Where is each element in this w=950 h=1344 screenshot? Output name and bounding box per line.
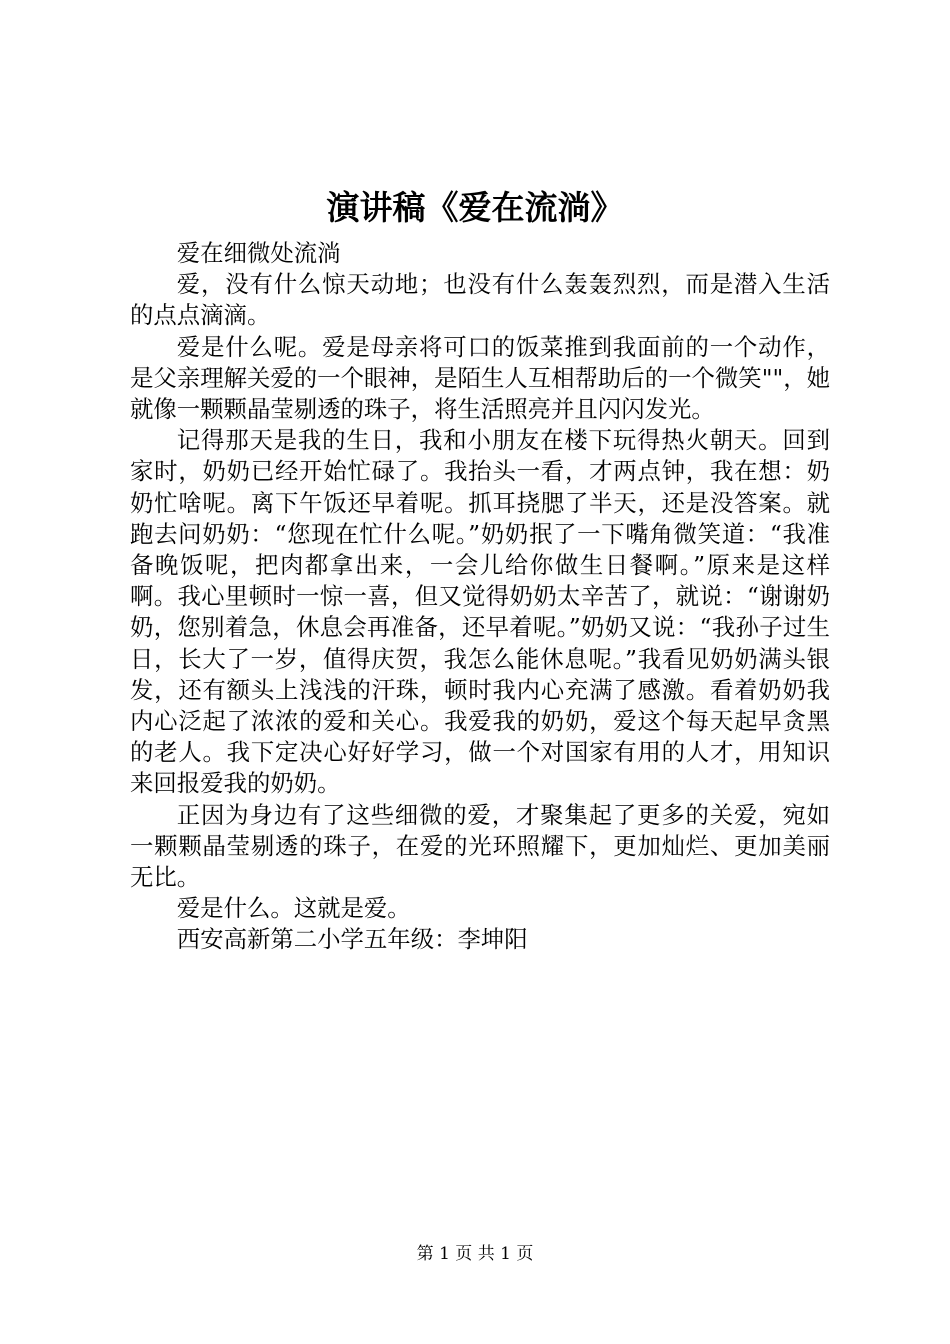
body-paragraph: 爱，没有什么惊天动地；也没有什么轰轰烈烈，而是潜入生活的点点滴滴。 [130,270,830,330]
body-paragraph: 正因为身边有了这些细微的爱，才聚集起了更多的关爱，宛如一颗颗晶莹剔透的珠子，在爱的光环照耀下，更加灿烂、更加美丽无比。 [130,800,830,892]
body-paragraph: 爱是什么。这就是爱。 [176,894,411,923]
body-paragraph: 爱是什么呢。爱是母亲将可口的饭菜推到我面前的一个动作，是父亲理解关爱的一个眼神，是陌生人互相帮助后的一个微笑""，她就像一颗颗晶莹剔透的珠子，将生活照亮并且闪闪发光。 [130,332,830,424]
page-number: 第 1 页 共 1 页 [416,1244,534,1264]
body-paragraph: 记得那天是我的生日，我和小朋友在楼下玩得热火朝天。回到家时，奶奶已经开始忙碌了。我抬头一看，才两点钟，我在想：奶奶忙啥呢。离下午饭还早着呢。抓耳挠腮了半天，还是没答案。就跑去问奶奶：“您现在忙什么呢。”奶奶抿了一下嘴角微笑道：“我准备晚饭呢，把肉都拿出来，一会儿给你做生日餐啊。”原来是这样啊。我心里顿时一惊一喜，但又觉得奶奶太辛苦了，就说：“谢谢奶奶，您别着急，休息会再准备，还早着呢。”奶奶又说：“我孙子过生日，长大了一岁，值得庆贺，我怎么能休息呢。”我看见奶奶满头银发，还有额头上浅浅的汗珠，顿时我内心充满了感激。看着奶奶我内心泛起了浓浓的爱和关心。我爱我的奶奶，爱这个每天起早贪黑的老人。我下定决心好好学习，做一个对国家有用的人才，用知识来回报爱我的奶奶。 [130,426,830,798]
document-title: 演讲稿《爱在流淌》 [326,188,624,227]
document-body [130,238,830,956]
subtitle-paragraph: 爱在细微处流淌 [176,239,341,267]
author-line: 西安高新第二小学五年级：李坤阳 [176,925,528,954]
